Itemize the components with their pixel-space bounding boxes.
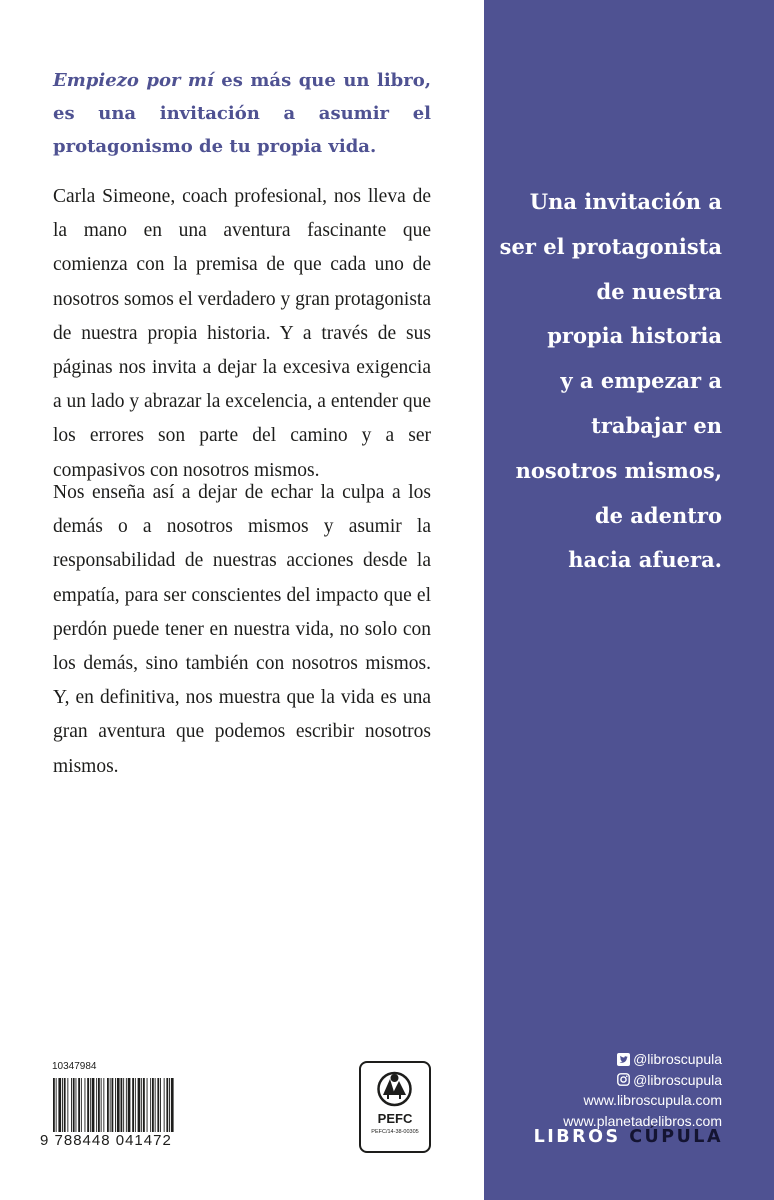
barcode-bar	[107, 1078, 109, 1132]
pefc-label: PEFC	[377, 1111, 413, 1126]
barcode-bar	[132, 1078, 134, 1132]
barcode-bar	[103, 1078, 104, 1132]
barcode-bar	[117, 1078, 120, 1132]
barcode-bar	[126, 1078, 127, 1132]
twitter-handle: @libroscupula	[633, 1051, 722, 1067]
barcode-bar	[157, 1078, 159, 1132]
description-paragraph-1: Carla Simeone, coach profesional, nos lleva de la mano en una aventura fascinante que comienza con la premisa de que cada uno de nosotros somos el verdadero y gran protagonista de nuestra propia historia. Y a través de sus páginas nos invita a dejar la excesiva exigencia a un lado y abrazar la excelencia, a entender que los errores son parte del camino y a ser compasivos con nosotros mismos.	[53, 186, 432, 481]
tagline-line: trabajar en	[591, 412, 722, 438]
barcode-bar	[166, 1078, 168, 1132]
tagline-line: ser el protagonista	[499, 233, 722, 259]
barcode-bar	[64, 1078, 66, 1132]
publisher-contact	[563, 1049, 722, 1131]
barcode-bar	[53, 1078, 55, 1132]
tagline-line: de nuestra	[596, 278, 722, 304]
barcode-bar	[81, 1078, 82, 1132]
barcode-bar	[76, 1078, 77, 1132]
barcode-bar	[101, 1078, 102, 1132]
lead-paragraph	[53, 64, 431, 163]
barcode-bar	[78, 1078, 80, 1132]
lead-rest: es más que un libro, es una invitación a asumir el protagonismo de tu propia vida.	[53, 70, 431, 157]
book-title: Empiezo por mí	[53, 70, 214, 91]
instagram-icon	[617, 1073, 630, 1086]
barcode-bar	[85, 1078, 86, 1132]
barcode-bar	[112, 1078, 114, 1132]
tagline-line: propia historia	[547, 323, 722, 349]
barcode-bar	[58, 1078, 61, 1132]
barcode-bar	[90, 1078, 91, 1132]
barcode-bar	[128, 1078, 131, 1132]
barcode-bar	[143, 1078, 145, 1132]
twitter-row[interactable]	[563, 1049, 722, 1070]
barcode-bar	[121, 1078, 123, 1132]
website-link[interactable]: www.libroscupula.com	[583, 1092, 722, 1108]
barcode-bar	[152, 1078, 154, 1132]
barcode-bar	[147, 1078, 148, 1132]
barcode-bar	[169, 1078, 170, 1132]
product-code: 10347984	[52, 1061, 97, 1072]
barcode-bar	[141, 1078, 142, 1132]
pefc-tree-icon	[361, 1065, 428, 1111]
tagline-line: y a empezar a	[560, 368, 722, 394]
pefc-logo	[359, 1061, 431, 1153]
barcode-bar	[150, 1078, 151, 1132]
barcode-bar	[67, 1078, 68, 1132]
barcode-bar	[138, 1078, 141, 1132]
barcode-bar	[92, 1078, 95, 1132]
right-panel	[484, 0, 774, 1200]
barcode-bar	[96, 1078, 97, 1132]
barcode-bar	[71, 1078, 72, 1132]
tagline-line: nosotros mismos,	[515, 457, 722, 483]
barcode-bar	[110, 1078, 111, 1132]
publisher-logo	[534, 1127, 723, 1147]
brand-libros: LIBROS	[533, 1127, 621, 1147]
brand-cupula: CÚPULA	[629, 1127, 723, 1147]
barcode-bar	[171, 1078, 174, 1132]
barcode-bar	[123, 1078, 124, 1132]
tagline-line: Una invitación a	[529, 189, 722, 214]
description-paragraph-2: Nos enseña así a dejar de echar la culpa a los demás o a nosotros mismos y asumir la responsabilidad de nuestras acciones desde la empatía, para ser conscientes del impacto que el perdón puede tener en nuestra vida, no solo con los demás, sino también con nosotros mismos. Y, en definitiva, nos muestra que la vida es una gran aventura que podemos escribir nosotros mismos.	[53, 482, 431, 777]
barcode-bar	[135, 1078, 136, 1132]
barcode-bar	[56, 1078, 57, 1132]
barcode-bar	[155, 1078, 156, 1132]
barcode-bar	[87, 1078, 89, 1132]
barcode-bar	[164, 1078, 165, 1132]
tagline-line: hacia afuera.	[568, 547, 722, 573]
barcode-bar	[73, 1078, 75, 1132]
twitter-icon	[617, 1053, 630, 1066]
barcode-bar	[160, 1078, 161, 1132]
tagline-line: de adentro	[594, 502, 722, 528]
instagram-row[interactable]	[563, 1070, 722, 1091]
instagram-handle: @libroscupula	[633, 1071, 722, 1088]
barcode-bar	[98, 1078, 100, 1132]
barcode-bar	[115, 1078, 116, 1132]
website-link-2[interactable]: www.planetadelibros.com	[563, 1112, 722, 1129]
isbn-digits: 9 788448 041472	[40, 1132, 172, 1149]
tagline	[486, 180, 722, 583]
barcode-bar	[62, 1078, 63, 1132]
pefc-code: PEFC/14-38-00305	[371, 1129, 419, 1135]
